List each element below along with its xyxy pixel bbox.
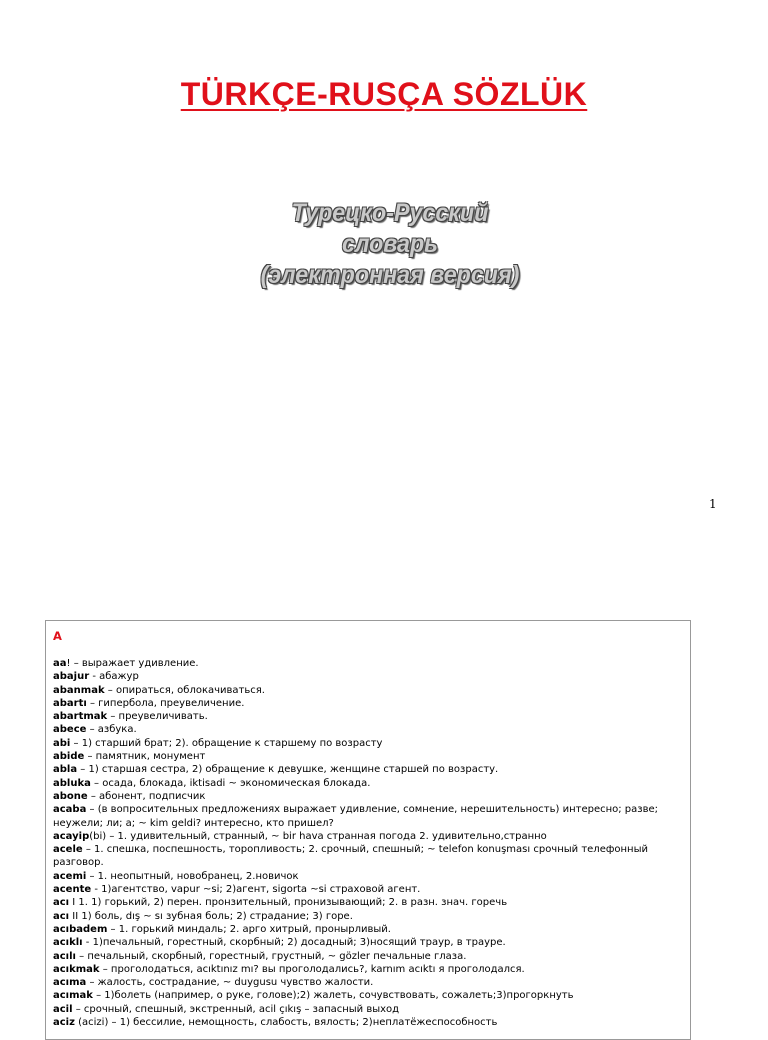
entry-headword: acıkmak — [53, 963, 100, 975]
entry-definition: - абажур — [89, 671, 139, 683]
entry-headword: acı — [53, 897, 70, 909]
subtitle-line-1: Турецко-Русский — [291, 199, 489, 227]
entry-definition: – проголодаться, acıktınız mı? вы проголодались?, karnım acıktı я проголодался. — [99, 963, 525, 975]
entry-headword: aciz — [53, 1017, 75, 1029]
dictionary-entry — [53, 830, 685, 843]
entry-definition: – 1) старший брат; 2). обращение к старшему по возрасту — [70, 737, 383, 749]
entry-definition: – абонент, подписчик — [87, 790, 206, 802]
entry-headword: acıbadem — [53, 923, 108, 935]
entry-headword: acemi — [53, 870, 87, 882]
entry-headword: abece — [53, 724, 87, 736]
dictionary-entry — [53, 989, 685, 1002]
dictionary-entry — [53, 910, 685, 923]
entry-definition: - 1)печальный, горестный, скорбный; 2) досадный; 3)носящий траур, в трауре. — [82, 937, 506, 949]
entry-definition: – 1)болеть (например, о руке, голове);2) жалеть, сочувствовать, сожалеть;3)прогоркнуть — [92, 990, 574, 1002]
dictionary-section — [45, 620, 691, 1040]
entry-headword: abide — [53, 751, 85, 763]
entry-list — [53, 657, 685, 1029]
entry-headword: acele — [53, 844, 83, 856]
dictionary-entry — [53, 843, 685, 870]
dictionary-entry — [53, 963, 685, 976]
entry-definition: II 1) боль, dış ~ sı зубная боль; 2) страдание; 3) горе. — [69, 910, 353, 922]
entry-definition: – 1. горький миндаль; 2. арго хитрый, пронырливый. — [107, 923, 391, 935]
dictionary-entry — [53, 950, 685, 963]
entry-definition: – жалость, сострадание, ~ duygusu чувство жалости. — [86, 977, 374, 989]
entry-headword: acaba — [53, 804, 87, 816]
entry-headword: abone — [53, 790, 88, 802]
dictionary-entry — [53, 763, 685, 776]
entry-headword: acımak — [53, 990, 93, 1002]
dictionary-entry — [53, 697, 685, 710]
dictionary-entry — [53, 923, 685, 936]
entry-headword: abluka — [53, 777, 91, 789]
entry-headword: abartı — [53, 697, 87, 709]
entry-definition: – памятник, монумент — [84, 751, 206, 763]
entry-definition: – азбука. — [86, 724, 137, 736]
dictionary-entry — [53, 883, 685, 896]
dictionary-entry — [53, 896, 685, 909]
entry-definition: – печальный, скорбный, горестный, грустный, ~ gözler печальные глаза. — [75, 950, 467, 962]
entry-headword: abartmak — [53, 711, 108, 723]
entry-definition: (bi) – 1. удивительный, странный, ~ bir hava странная погода 2. удивительно,странно — [89, 830, 547, 842]
document-title: TÜRKÇE-RUSÇA SÖZLÜK — [180, 76, 588, 112]
subtitle-line-3: (электронная версия) — [260, 261, 520, 289]
entry-definition: I 1. 1) горький, 2) перен. пронзительный, пронизывающий; 2. в разн. знач. горечь — [69, 897, 508, 909]
dictionary-entry — [53, 936, 685, 949]
page-number: 1 — [709, 497, 717, 511]
entry-headword: acıklı — [53, 937, 83, 949]
subtitle-block — [27, 198, 752, 291]
dictionary-entry — [53, 723, 685, 736]
entry-definition: ! – выражает удивление. — [66, 658, 199, 669]
entry-definition: – осада, блокада, iktisadi ~ экономическая блокада. — [90, 777, 371, 789]
entry-headword: abla — [53, 764, 78, 776]
entry-headword: abanmak — [53, 684, 105, 696]
dictionary-entry — [53, 750, 685, 763]
dictionary-entry — [53, 870, 685, 883]
entry-definition: – опираться, облокачиваться. — [104, 684, 265, 696]
dictionary-entry — [53, 803, 685, 830]
dictionary-entry — [53, 710, 685, 723]
entry-headword: acılı — [53, 950, 76, 962]
entry-headword: acente — [53, 884, 92, 896]
entry-definition: – гипербола, преувеличение. — [86, 697, 245, 709]
entry-headword: abajur — [53, 671, 90, 683]
entry-headword: aa — [53, 658, 67, 669]
dictionary-entry — [53, 737, 685, 750]
dictionary-entry — [53, 777, 685, 790]
entry-definition: (acizi) – 1) бессилие, немощность, слабость, вялость; 2)неплатёжеспособность — [74, 1017, 498, 1029]
entry-headword: acıma — [53, 977, 87, 989]
entry-definition: – 1. спешка, поспешность, торопливость; 2. срочный, спешный; ~ telefon konuşması срочный телефонный разговор. — [53, 844, 648, 869]
dictionary-entry — [53, 657, 685, 670]
entry-headword: acil — [53, 1003, 73, 1015]
entry-definition: - 1)агентство, vapur ~si; 2)агент, sigorta ~si страховой агент. — [91, 884, 421, 896]
entry-definition: – срочный, спешный, экстренный, acil çıkış – запасный выход — [72, 1003, 400, 1015]
dictionary-entry — [53, 1003, 685, 1016]
entry-definition: – 1. неопытный, новобранец, 2.новичок — [86, 870, 299, 882]
dictionary-entry — [53, 976, 685, 989]
entry-definition: – (в вопросительных предложениях выражает удивление, сомнение, нерешительность) интересно; разве; неужели; ли; а; ~ kim geldi? интересно, кто пришел? — [53, 804, 659, 829]
dictionary-entry — [53, 684, 685, 697]
entry-headword: abi — [53, 737, 71, 749]
dictionary-entry — [53, 790, 685, 803]
entry-definition: – преувеличивать. — [107, 711, 208, 723]
dictionary-entry — [53, 1016, 685, 1029]
entry-headword: acı — [53, 910, 70, 922]
entry-headword: acayip — [53, 830, 90, 842]
dictionary-entry — [53, 670, 685, 683]
entry-definition: – 1) старшая сестра, 2) обращение к девушке, женщине старшей по возрасту. — [77, 764, 499, 776]
section-letter: A — [53, 629, 62, 643]
subtitle-line-2: словарь — [342, 230, 438, 258]
